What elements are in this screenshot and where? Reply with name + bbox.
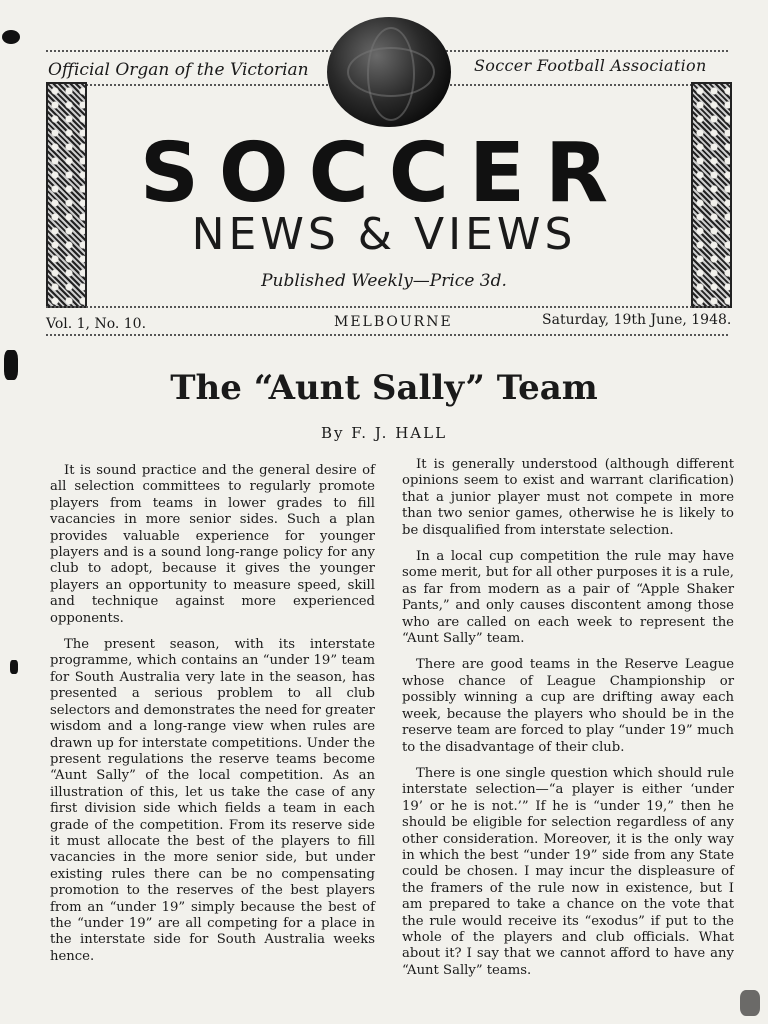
ink-blot	[4, 350, 18, 380]
paragraph: The present season, with its interstate programme, which contains an “under 19” team for South Australia very late in the season, has presented a serious problem to all club selectors and demonstrates the need for greater wisdom and a long-range view when rules are drawn up for interstate competitions. Under the present regulations the reserve teams become “Aunt Sally” of the local competition. As an illustration of this, let us take the case of any first division side which fields a team in each grade of the competition. From its reserve side it must allocate the best of the players to fill vacancies in the more senior side, but under existing rules there can be no compensating promotion to the reserves of the best players from an “under 19” simply because the best of the “under 19” are all competing for a place in the interstate side for South Australia weeks hence.	[50, 637, 375, 964]
article-byline: By F. J. HALL	[320, 424, 448, 442]
article-headline: The “Aunt Sally” Team	[170, 368, 598, 408]
tagline-left: Official Organ of the Victorian	[48, 60, 309, 80]
football-icon	[327, 17, 451, 127]
volume-number: Vol. 1, No. 10.	[46, 316, 147, 332]
paragraph: There are good teams in the Reserve League whose chance of League Championship or possibly winning a cup are drifting away each week, because the players who should be in the reserve team are forced to play “under 19” much to the disadvantage of their club.	[402, 657, 734, 755]
publication-note: Published Weekly—Price 3d.	[261, 271, 507, 291]
article-column-right	[402, 457, 734, 989]
ink-blot	[2, 30, 20, 44]
ink-blot	[740, 990, 760, 1016]
paragraph: There is one single question which should rule interstate selection—“a player is either ‘under 19’ or he is not.’” If he is “under 19,” then he should be eligible for selection regardless of any other consideration. Moreover, it is the only way in which the best “under 19” side from any State could be chosen. I may incur the displeasure of the framers of the rule now in existence, but I am prepared to take a chance on the vote that the rule would receive its “exodus” if put to the whole of the players and club officials. What about it? I say that we cannot afford to have any “Aunt Sally” teams.	[402, 765, 734, 978]
article-column-left	[50, 463, 375, 975]
info-dotted-rule	[46, 334, 728, 336]
city-label: MELBOURNE	[334, 314, 453, 330]
paragraph: It is sound practice and the general desire of all selection committees to regularly promote players from teams in lower grades to fill vacancies in more senior sides. Such a plan provides valuable experience for younger players and is a sound long-range policy for any club to adopt, because it gives the younger players an opportunity to measure speed, skill and technique against more experienced opponents.	[50, 463, 375, 626]
tagline-right: Soccer Football Association	[474, 56, 707, 75]
masthead-subtitle: NEWS & VIEWS	[191, 209, 577, 260]
paragraph: In a local cup competition the rule may have some merit, but for all other purposes it is a rule, as far from modern as a pair of “Apple Shaker Pants,” and only causes discontent among those who are called on each week to represent the “Aunt Sally” team.	[402, 549, 734, 647]
masthead-dotted-rule	[46, 306, 728, 308]
ink-blot	[10, 660, 18, 674]
issue-date: Saturday, 19th June, 1948.	[542, 312, 732, 328]
masthead-title: SOCCER	[139, 126, 629, 221]
paragraph: It is generally understood (although different opinions seem to exist and warrant clarification) that a junior player must not compete in more than two senior games, otherwise he is likely to be disqualified from interstate selection.	[402, 457, 734, 538]
